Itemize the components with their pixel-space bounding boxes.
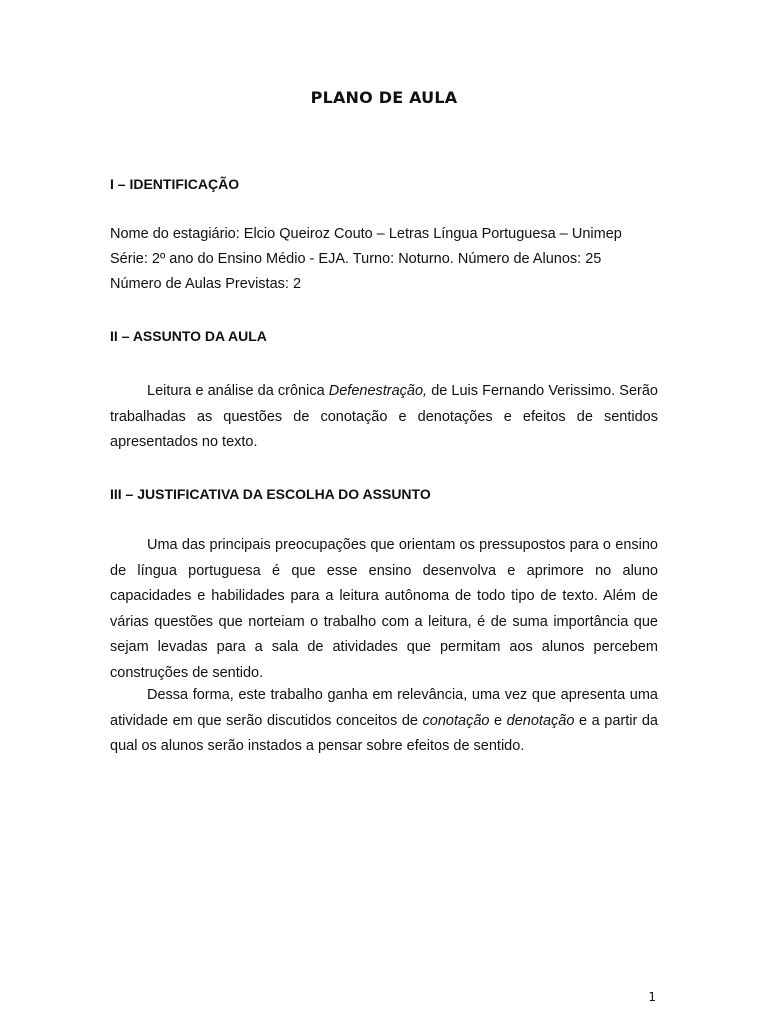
- cronica-title: Defenestração,: [328, 383, 428, 399]
- assunto-text-before: Leitura e análise da crônica: [147, 383, 329, 399]
- assunto-paragraph: [110, 379, 658, 456]
- justificativa-paragraph-2: [110, 683, 658, 760]
- justificativa-p2-text-b: e: [489, 712, 507, 729]
- document-title: PLANO DE AULA: [310, 88, 458, 107]
- term-conotacao: conotação: [422, 712, 490, 729]
- identificacao-line-estagiario: Nome do estagiário: Elcio Queiroz Couto – Letras Língua Portuguesa – Unimep: [110, 226, 622, 242]
- term-denotacao: denotação: [506, 712, 575, 729]
- section-heading-assunto: II – ASSUNTO DA AULA: [110, 328, 267, 344]
- page-number: 1: [648, 990, 656, 1004]
- section-heading-justificativa: III – JUSTIFICATIVA DA ESCOLHA DO ASSUNTO: [110, 486, 431, 502]
- justificativa-paragraph-1: Uma das principais preocupações que orientam os pressupostos para o ensino de língua portuguesa é que esse ensino desenvolva e aprimore no aluno capacidades e habilidades para a leitura autônoma de todo tipo de texto. Além de várias questões que norteiam o trabalho com a leitura, é de suma importância que sejam levadas para a sala de atividades que permitam aos alunos percebem construções de sentido.: [110, 537, 658, 681]
- justificativa-p2-text-c: e a partir da qual os alunos serão instados a pensar sobre efeitos de sentido.: [110, 712, 658, 754]
- assunto-text-after: de Luis Fernando Verissimo. Serão trabalhadas as questões de conotação e denotações e efeitos de sentidos apresentados no texto.: [110, 383, 658, 450]
- section-heading-identificacao: I – IDENTIFICAÇÃO: [110, 176, 240, 192]
- identificacao-line-aulas: Número de Aulas Previstas: 2: [110, 276, 302, 292]
- identificacao-line-serie: Série: 2º ano do Ensino Médio - EJA. Turno: Noturno. Número de Alunos: 25: [110, 251, 602, 267]
- justificativa-p2-text-a: Dessa forma, este trabalho ganha em relevância, uma vez que apresenta uma atividade em que serão discutidos conceitos de: [110, 687, 658, 729]
